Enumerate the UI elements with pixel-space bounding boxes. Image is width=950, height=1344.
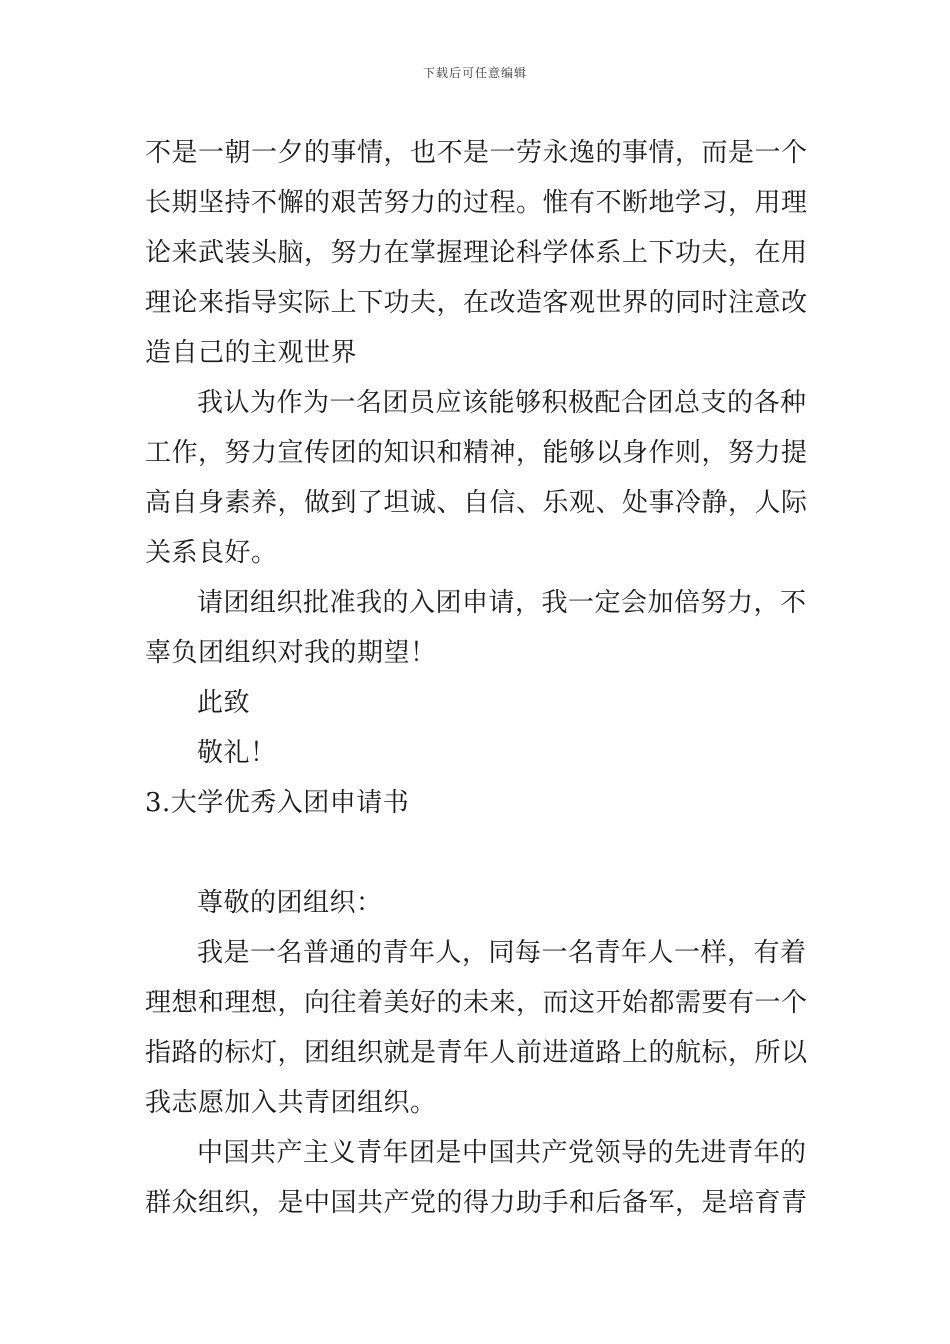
document-body	[145, 128, 807, 1228]
paragraph-first-line: 中国共产主义青年团是中国共产党领导的先进青年的	[197, 1138, 807, 1168]
text-line: 指路的标灯，团组织就是青年人前进道路上的航标，所以	[145, 1038, 808, 1068]
paragraph-first-line: 我是一名普通的青年人，同每一名青年人一样，有着	[197, 938, 807, 968]
text-line: 辜负团组织对我的期望！	[145, 638, 437, 668]
text-line: 造自己的主观世界	[145, 338, 358, 368]
text-line: 长期坚持不懈的艰苦努力的过程。惟有不断地学习，用理	[145, 188, 808, 218]
text-line: 高自身素养，做到了坦诚、自信、乐观、处事冷静，人际	[145, 488, 808, 518]
text-line: 理论来指导实际上下功夫，在改造客观世界的同时注意改	[145, 288, 808, 318]
closing-salutation: 此致	[197, 688, 251, 718]
page-header: 下载后可任意编辑	[422, 66, 527, 80]
text-line: 不是一朝一夕的事情，也不是一劳永逸的事情，而是一个	[145, 138, 808, 168]
paragraph-first-line: 我认为作为一名团员应该能够积极配合团总支的各种	[197, 388, 807, 418]
text-line: 群众组织，是中国共产党的得力助手和后备军，是培育青	[145, 1188, 808, 1218]
text-line: 工作，努力宣传团的知识和精神，能够以身作则，努力提	[145, 438, 808, 468]
text-line: 理想和理想，向往着美好的未来，而这开始都需要有一个	[145, 988, 808, 1018]
text-line: 关系良好。	[145, 538, 278, 568]
text-line: 我志愿加入共青团组织。	[145, 1088, 437, 1118]
text-line: 论来武装头脑，努力在掌握理论科学体系上下功夫，在用	[145, 238, 808, 268]
letter-salutation: 尊敬的团组织：	[197, 888, 383, 918]
blank-line	[145, 828, 807, 878]
section-heading: 3.大学优秀入团申请书	[145, 788, 410, 818]
closing-regards: 敬礼！	[197, 738, 277, 768]
paragraph-first-line: 请团组织批准我的入团申请，我一定会加倍努力，不	[197, 588, 807, 618]
